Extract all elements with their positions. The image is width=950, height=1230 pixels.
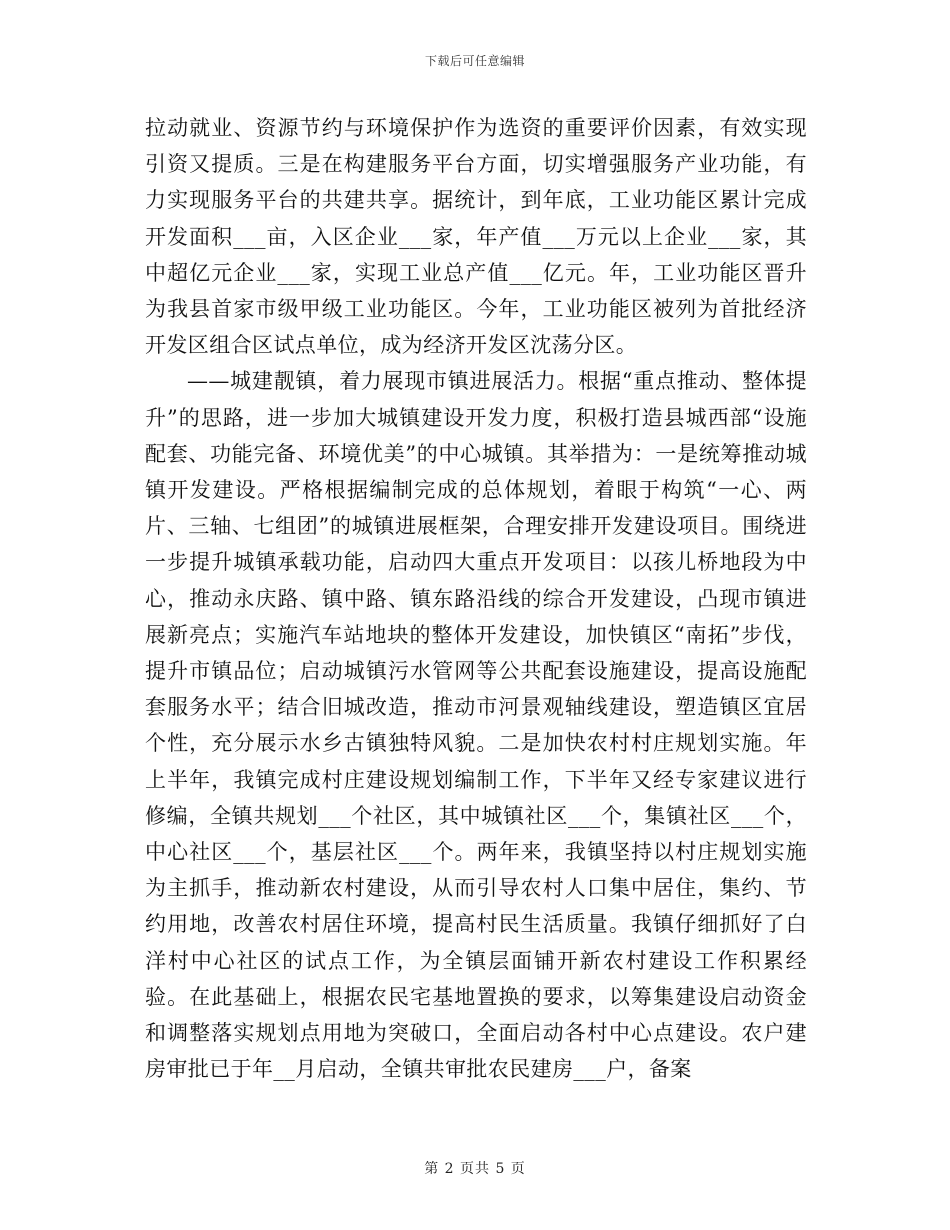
paragraph-urban-construction: ——城建靓镇，着力展现市镇进展活力。根据“重点推动、整体提升”的思路，进一步加大城镇建设开发力度，积极打造县城西部“设施配套、功能完备、环境优美”的中心城镇。其举措为：一是统筹推动城镇开发建设。严格根据编制完成的总体规划，着眼于构筑“一心、两片、三轴、七组团”的城镇进展框架，合理安排开发建设项目。围绕进一步提升城镇承载功能，启动四大重点开发项目：以孩儿桥地段为中心，推动永庆路、镇中路、镇东路沿线的综合开发建设，凸现市镇进展新亮点；实施汽车站地块的整体开发建设，加快镇区“南拓”步伐，提升市镇品位；启动城镇污水管网等公共配套设施建设，提高设施配套服务水平；结合旧城改造，推动市河景观轴线建设，塑造镇区宜居个性，充分展示水乡古镇独特风貌。二是加快农村村庄规划实施。年上半年，我镇完成村庄建设规划编制工作，下半年又经专家建议进行修编，全镇共规划___个社区，其中城镇社区___个，集镇社区___个，中心社区___个，基层社区___个。两年来，我镇坚持以村庄规划实施为主抓手，推动新农村建设，从而引导农村人口集中居住，集约、节约用地，改善农村居住环境，提高村民生活质量。我镇仔细抓好了白洋村中心社区的试点工作，为全镇层面铺开新农村建设工作积累经验。在此基础上，根据农民宅基地置换的要求，以筹集建设启动资金和调整落实规划点用地为突破口，全面启动各村中心点建设。农户建房审批已于年__月启动，全镇共审批农民建房___户，备案 — [145, 369, 807, 1082]
document-body — [145, 110, 807, 1087]
page-header: 下载后可任意编辑 — [424, 54, 525, 68]
paragraph-continued: 拉动就业、资源节约与环境保护作为选资的重要评价因素，有效实现引资又提质。三是在构建服务平台方面，切实增强服务产业功能，有力实现服务平台的共建共享。据统计，到年底，工业功能区累计完成开发面积___亩，入区企业___家，年产值___万元以上企业___家，其中超亿元企业___家，实现工业总产值___亿元。年，工业功能区晋升为我县首家市级甲级工业功能区。今年，工业功能区被列为首批经济开发区组合区试点单位，成为经济开发区沈荡分区。 — [145, 116, 807, 358]
page-number-footer: 第 2 页共 5 页 — [424, 1161, 526, 1177]
